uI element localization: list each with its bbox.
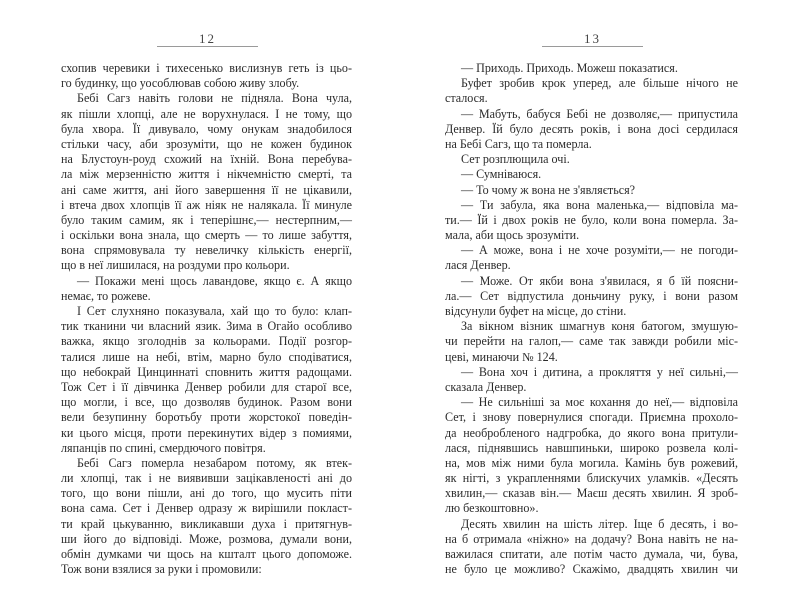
header-rule bbox=[542, 46, 643, 47]
text-line: Буфет зробив крок уперед, але більше нічого не bbox=[461, 76, 738, 91]
text-line: Бебі Сагз померла незабаром потому, як втек- bbox=[77, 455, 352, 470]
text-line: го будинку, що уособлював собою живу злобу. bbox=[61, 76, 300, 91]
text-line: ляпанців по спині, смердючого повітря. bbox=[61, 440, 266, 455]
text-line: і оскільки вона знала, що смерть — то лише забуття, bbox=[61, 228, 352, 243]
text-line: Тож Сет і її дівчинка Денвер робили для старої все, bbox=[61, 379, 352, 394]
text-line: Десять хвилин на шість літер. Іще б десять, і во- bbox=[461, 516, 738, 531]
text-line: Денвер. Їй було десять років, і вона досі сердилася bbox=[445, 121, 738, 136]
text-line: цеві, минаючи № 124. bbox=[445, 349, 558, 364]
text-line: того, що вони пішли, ані до того, що мусить піти bbox=[61, 486, 352, 501]
text-line: ти.— Їй і двох років не було, коли вона померла. За- bbox=[445, 212, 738, 227]
text-line: вона сама. Сет і Денвер одразу ж вирішили покласт- bbox=[61, 501, 352, 516]
text-line: лася, піднявшись навшпиньки, широко розвела колі- bbox=[445, 440, 738, 455]
text-line: схопив черевики і тихесенько вислизнув геть із цьо- bbox=[61, 61, 352, 75]
text-line: лася Денвер. bbox=[445, 258, 511, 273]
text-line: на Бебі Сагз, що та померла. bbox=[445, 136, 592, 151]
text-line: не було це можливо? Скажімо, двадцять хвилин чи bbox=[445, 562, 738, 577]
text-line: Сет, і знову повернулися спогади. Приємна прохоло- bbox=[445, 410, 738, 425]
text-line: ки цього місця, проти перекинутих відер з помиями, bbox=[61, 425, 352, 440]
text-line: була хвора. Її дивувало, чому онукам знадобилося bbox=[61, 121, 352, 136]
text-line: відсунули буфет на місце, до стіни. bbox=[445, 304, 627, 318]
text-line: І Сет слухняно показувала, хай що то було: клап- bbox=[77, 304, 352, 318]
text-line: хвилин,— сказав він.— Маєш десять хвилин. Я зроб- bbox=[445, 486, 738, 501]
text-line: стільки часу, аби зрозуміти, що не кожен будинок bbox=[61, 136, 352, 151]
right-page bbox=[400, 0, 800, 615]
text-line: що в неї лишилася, на роздуми про кольори. bbox=[61, 258, 290, 273]
text-line: ши його до відповіді. Може, розмова, думали вони, bbox=[61, 531, 352, 546]
text-line: — Сумніваюся. bbox=[461, 167, 542, 182]
text-line: немає, то рожеве. bbox=[61, 288, 151, 303]
text-line: — Може. От якби вона з'явилася, я б їй поясни- bbox=[461, 273, 738, 288]
page-number: 13 bbox=[584, 31, 601, 46]
text-line: що могли, і все, що дозволяв будинок. Разом вони bbox=[61, 395, 352, 410]
text-line: — Ти забула, яка вона маленька,— відповіла ма- bbox=[461, 197, 738, 212]
body-text bbox=[445, 61, 738, 577]
text-line: За вікном візник шмагнув коня батогом, змушую- bbox=[461, 319, 738, 334]
text-line: важилася спитати, але потім часто думала, чи, бува, bbox=[445, 547, 738, 561]
text-line: сталося. bbox=[445, 91, 488, 106]
page-number: 12 bbox=[199, 31, 216, 46]
text-line: вона спрямовувала ту невеличку кількість енергії, bbox=[61, 243, 352, 258]
text-line: сказала Денвер. bbox=[445, 379, 527, 394]
text-line: і втеча двох хлопців її аж ніяк не налякала. Її минуле bbox=[61, 197, 352, 212]
header-rule bbox=[157, 46, 258, 47]
text-line: що небокрай Цинциннаті сповнить життя радощами. bbox=[61, 364, 352, 379]
text-line: ла між мерзенністю життя і нікчемністю смерті, та bbox=[61, 167, 352, 182]
text-line: Бебі Сагз навіть голови не підняла. Вона чула, bbox=[77, 91, 352, 106]
text-line: лю безкоштовно». bbox=[445, 501, 539, 516]
text-line: — То чому ж вона не з'являється? bbox=[461, 182, 636, 197]
body-text bbox=[61, 61, 352, 577]
text-line: як нігті, з украпленнями блискучих уламків. «Десять bbox=[445, 471, 738, 486]
text-line: на Блустоун-роуд схожий на їхній. Вона перебува- bbox=[61, 152, 352, 167]
text-line: на, мов між ними була могила. Камінь був рожевий, bbox=[445, 455, 738, 470]
text-line: ані саме життя, ані його завершення її не цікавили, bbox=[61, 182, 352, 197]
text-line: — Приходь. Приходь. Можеш показатися. bbox=[461, 61, 678, 75]
text-line: ли хлопці, так і не виявивши зацікавленості ані до bbox=[61, 471, 352, 486]
text-line: було таким самим, як і теперішнє,— нестерпним,— bbox=[61, 212, 352, 227]
text-line: ти край цькуванню, викликавши духа і притягнув- bbox=[61, 516, 352, 531]
text-line: обмін думками чи щось на кшталт цього допоможе. bbox=[61, 547, 352, 561]
text-line: да необробленого надгробка, до якого вона притули- bbox=[445, 425, 738, 440]
text-line: Тож вони взялися за руки і промовили: bbox=[61, 562, 262, 577]
text-line: ла.— Сет відпустила доньчину руку, і вони разом bbox=[445, 288, 738, 303]
text-line: талися лише на небі, втім, марно було сподіватися, bbox=[61, 349, 352, 364]
text-line: чи перейти на галоп,— саме так завжди робили міс- bbox=[445, 334, 738, 349]
text-line: — Покажи мені щось лавандове, якщо є. А якщо bbox=[77, 273, 352, 288]
text-line: на б отримала «ніжно» на додачу? Вона навіть не на- bbox=[445, 531, 738, 546]
text-line: тик тканини чи власний язик. Зима в Огайо особливо bbox=[61, 319, 352, 334]
text-line: Сет розплющила очі. bbox=[461, 152, 570, 167]
text-line: — А може, вона і не хоче розуміти,— не погоди- bbox=[461, 243, 738, 258]
text-line: як пішли хлопці, але не ворухнулася. І не тому, що bbox=[61, 106, 352, 121]
text-line: вели безупинну боротьбу проти жорстокої поведін- bbox=[61, 410, 352, 425]
text-line: важка, якщо зголоднів за кольорами. Події розгор- bbox=[61, 334, 352, 349]
text-line: мала, аби щось зрозуміти. bbox=[445, 228, 580, 243]
text-line: — Не сильніші за моє кохання до неї,— відповіла bbox=[461, 395, 738, 410]
text-line: — Мабуть, бабуся Бебі не дозволяє,— припустила bbox=[461, 106, 738, 121]
text-line: — Вона хоч і дитина, а прокляття у неї сильні,— bbox=[461, 364, 738, 379]
